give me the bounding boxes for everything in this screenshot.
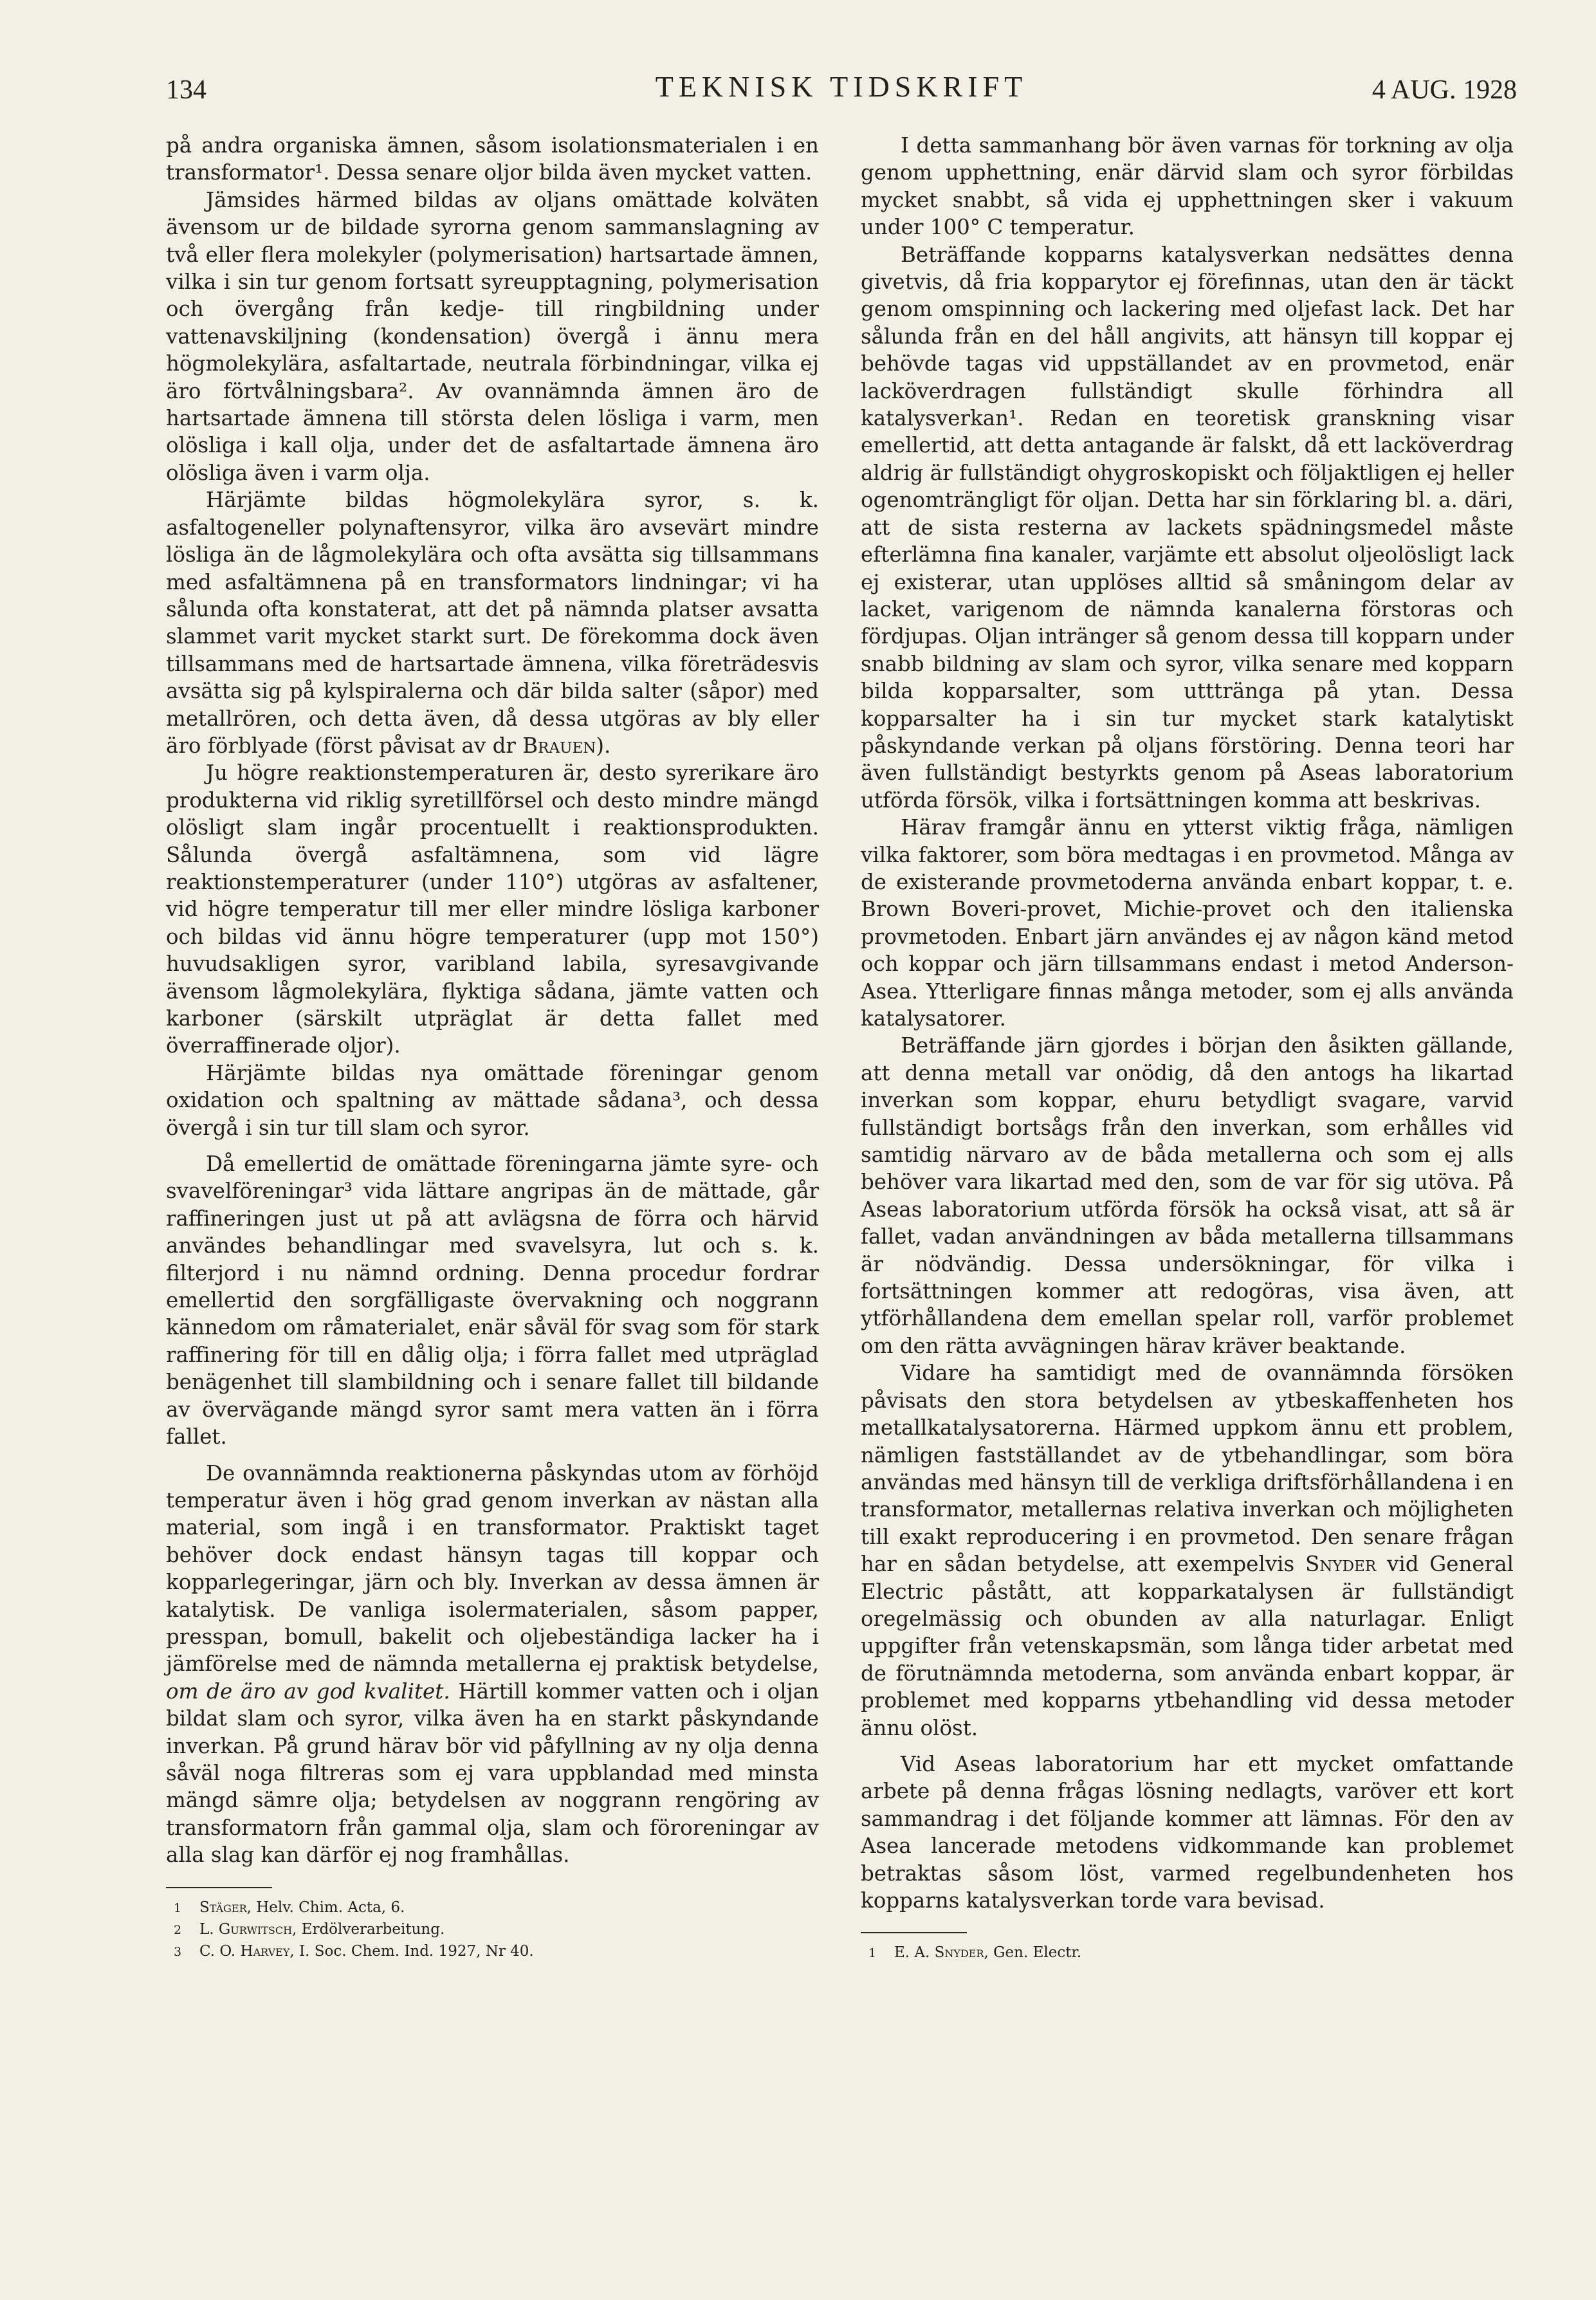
- footnote-rule: [861, 1932, 967, 1933]
- footnote-text: , Erdölverarbeitung.: [292, 1920, 445, 1938]
- page-number: 134: [166, 75, 206, 105]
- footnote-author: C. O. Harvey: [199, 1942, 290, 1960]
- paragraph: Vid Aseas laboratorium har ett mycket omfattande arbete på denna frågas lösning nedlagts, varöver ett kort sammandrag i det följande kommer att lämnas. För den av Asea lancerade metodens vidkommande kan problemet betraktas såsom löst, varmed regelbundenheten hos kopparns katalysverkan torde vara bevisad.: [861, 1751, 1514, 1913]
- paragraph: Härav framgår ännu en ytterst viktig fråga, nämligen vilka faktorer, som böra medtagas i en provmetod. Många av de existerande provmetoderna använda enbart koppar, t. e. Brown Boveri-provet, Michie-provet och den italienska provmetoden. Enbart järn användes ej av någon känd metod och koppar och järn tillsammans endast i metod Anderson-Asea. Ytterligare finnas många metoder, som ej alls använda katalysatorer.: [861, 815, 1514, 1031]
- paragraph-text: Härjämte bildas högmolekylära syror, s. k. asfaltogeneller polynaftensyror, vilka äro avsevärt mindre lösliga än de lågmolekylära och ofta avsätta sig tillsammans med asfaltämnena på en transformators lindningar; vi ha sålunda ofta konstaterat, att det på nämnda platser avsatta slammet varit mycket starkt surt. De förekomma dock även tillsammans med de hartsartade ämnena, vilka företrädesvis avsätta sig på kylspiralerna och där bilda salter (såpor) med metallrören, och detta även, då dessa utgöras av bly eller äro förblyade (först påvisat av dr: [166, 488, 819, 758]
- footnote: [861, 1942, 1514, 1964]
- paragraph-text: De ovannämnda reaktionerna påskyndas utom av förhöjd temperatur även i hög grad genom inverkan av nästan alla material, som ingå i en transformator. Praktiskt taget behöver dock endast hänsyn tagas till koppar och kopparlegeringar, järn och bly. Inverkan av dessa ämnen är katalytisk. De vanliga isolermaterialen, såsom papper, presspan, bomull, bakelit och oljebeständiga lacker ha i jämförelse med de nämnda metallerna ej praktisk betydelse,: [166, 1460, 819, 1677]
- footnote-number: 2: [174, 1922, 182, 1937]
- footnote: [166, 1941, 819, 1963]
- paragraph-text: Vidare ha samtidigt med de ovannämnda försöken påvisats den stora betydelsen av ytbeskaffenheten hos metallkatalysatorerna. Härmed uppkom ännu ett problem, nämligen fastställandet av de ytbehandlingar, som böra användas med hänsyn till de verkliga driftsförhållandena i en transformator, metallernas relativa inverkan och möjligheten till exakt reproducering i en provmetod. Den senare frågan har en sådan betydelse, att exempelvis: [861, 1361, 1514, 1577]
- paragraph: [166, 486, 819, 759]
- paragraph-text: ).: [596, 733, 611, 758]
- paragraph: [166, 1460, 819, 1869]
- footnote-text: , I. Soc. Chem. Ind. 1927, Nr 40.: [289, 1942, 534, 1960]
- footnote: [166, 1897, 819, 1919]
- footnote-rule: [166, 1887, 272, 1888]
- paragraph: Ju högre reaktionstemperaturen är, desto syrerikare äro produkterna vid riklig syretillförsel och desto mindre mängd olösligt slam ingår procentuellt i reaktionsprodukten. Sålunda övergå asfaltämnena, som vid lägre reaktionstemperaturer (under 110°) utgöras av asfaltener, vid högre temperatur till mer eller mindre lösliga karboner och bildas vid ännu högre temperaturer (upp mot 150°) huvudsakligen syror, varibland labila, syresavgivande ävensom lågmolekylära, flyktiga sådana, jämte vatten och karboner (särskilt utpräglat är detta fallet med överraffinerade oljor).: [166, 760, 819, 1058]
- italic-phrase: om de äro av god kvalitet.: [166, 1679, 450, 1704]
- footnote-author: E. A. Snyder: [894, 1944, 984, 1962]
- footnote-text: , Helv. Chim. Acta, 6.: [246, 1899, 405, 1916]
- paragraph: Beträffande kopparns katalysverkan nedsättes denna givetvis, då fria kopparytor ej förefinnas, utan den är täckt genom omspinning och lackering med oljefast lack. Det har sålunda från en del håll angivits, att hänsyn till koppar ej behövde tagas vid uppställandet av en provmetod, enär lacköverdragen fullständigt skulle förhindra all katalysverkan¹. Redan en teoretisk granskning visar emellertid, att detta antagande är falskt, då ett lacköverdrag aldrig är fullständigt ohygroskopiskt och följaktligen ej heller ogenomträngligt för oljan. Detta har sin förklaring bl. a. däri, att de sista resterna av lackets spädningsmedel måste efterlämna fina kanaler, varjämte ett absolut oljeolösligt lack ej existerar, utan upplöses alltid så småningom delar av lacket, varigenom de nämnda kanalerna förstoras och fördjupas. Oljan intränger så genom dessa till kopparn under snabb bildning av slam och syror, vilka senare med kopparn bilda kopparsalter, som utttränga på ytan. Dessa kopparsalter ha i sin tur mycket stark katalytiskt påskyndande verkan på oljans förstöring. Denna teori har även fullständigt bestyrkts genom på Aseas laboratorium utförda försök, vilka i fortsättningen komma att beskrivas.: [861, 242, 1514, 813]
- paragraph: Beträffande järn gjordes i början den åsikten gällande, att denna metall var onödig, då den antogs ha likartad inverkan som koppar, ehuru betydligt svagare, varvid fullständigt bortsågs från den inverkan, som erhålles vid samtidig närvaro av de båda metallerna och som ej alls behöver vara likartad med den, som de var för sig utöva. På Aseas laboratorium utförda försök ha också visat, att så är fallet, vadan användningen av båda metallerna tillsammans är nödvändig. Dessa undersökningar, för vilka i fortsättningen kommer att redogöras, visa även, att ytförhållandena dem emellan spelar roll, varför problemet om den rätta avvägningen härav kräver beaktande.: [861, 1033, 1514, 1358]
- paragraph-text: Härtill kommer vatten och i oljan bildat slam och syror, vilka även ha en starkt påskyndande inverkan. På grund härav bör vid påfyllning av ny olja denna såväl noga filtreras som ej vara uppblandad med minsta mängd sämre olja; betydelsen av noggrann rengöring av transformatorn från gammal olja, slam och föroreningar av alla slag kan därför ej nog framhållas.: [166, 1679, 820, 1868]
- footnote-author: L. Gurwitsch: [199, 1920, 293, 1938]
- paragraph-text: vid General Electric påstått, att kopparkatalysen är fullständigt oregelmässig och obunden av alla naturlagar. Enligt uppgifter från vetenskapsmän, som långa tider arbetat med de förutnämnda metoderna, som använda enbart koppar, är problemet med kopparns ytbehandling vid dessa metoder ännu olöst.: [861, 1552, 1514, 1740]
- footnotes-left: [166, 1897, 819, 1963]
- paragraph: på andra organiska ämnen, såsom isolationsmaterialen i en transformator¹. Dessa senare oljor bilda även mycket vatten.: [166, 133, 819, 185]
- footnote-text: , Gen. Electr.: [984, 1944, 1082, 1962]
- paragraph: I detta sammanhang bör även varnas för torkning av olja genom upphettning, enär därvid slam och syror förbildas mycket snabbt, så vida ej upphettningen sker i vakuum under 100° C temperatur.: [861, 133, 1514, 240]
- footnotes-right: [861, 1942, 1514, 1964]
- footnote-author: Stäger: [199, 1899, 247, 1916]
- footnote: [166, 1919, 819, 1941]
- author-name: Brauen: [522, 733, 596, 758]
- author-name: Snyder: [1305, 1552, 1377, 1577]
- journal-title: TEKNISK TIDSKRIFT: [655, 70, 1028, 103]
- paragraph: Härjämte bildas nya omättade föreningar genom oxidation och spaltning av mättade sådana³, och dessa övergå i sin tur till slam och syror.: [166, 1060, 819, 1140]
- footnote-number: 3: [174, 1944, 182, 1959]
- footnote-number: 1: [868, 1946, 877, 1961]
- paragraph: Jämsides härmed bildas av oljans omättade kolväten ävensom ur de bildade syrorna genom sammanslagning av två eller flera molekyler (polymerisation) hartsartade ämnen, vilka i sin tur genom fortsatt syreupptagning, polymerisation och övergång från kedje- till ringbildning under vattenavskiljning (kondensation) övergå i ännu mera högmolekylära, asfaltartade, neutrala förbindningar, vilka ej äro förtvålningsbara². Av ovannämnda ämnen äro de hartsartade ämnena till största delen lösliga i varm, men olösliga i kall olja, under det de asfaltartade ämnena äro olösliga även i varm olja.: [166, 187, 819, 485]
- paragraph: [861, 1359, 1514, 1742]
- paragraph: Då emellertid de omättade föreningarna jämte syre- och svavelföreningar³ vida lättare angripas än de mättade, går raffineringen just ut på att avlägsna de förra och härvid användes behandlingar med svavelsyra, lut och s. k. filterjord i nu nämnd ordning. Denna procedur fordrar emellertid den sorgfälligaste övervakning och noggrann kännedom om råmaterialet, enär såväl för svag som för stark raffinering för till en dålig olja; i förra fallet med utpräglad benägenhet till slambildning och i senare fallet till bildande av övervägande mängd syror samt mera vatten än i förra fallet.: [166, 1152, 819, 1449]
- right-column: [861, 132, 1514, 1964]
- footnote-number: 1: [174, 1900, 182, 1915]
- running-head: [166, 69, 1517, 115]
- issue-date: 4 AUG. 1928: [1371, 75, 1517, 105]
- left-column: [166, 132, 819, 1963]
